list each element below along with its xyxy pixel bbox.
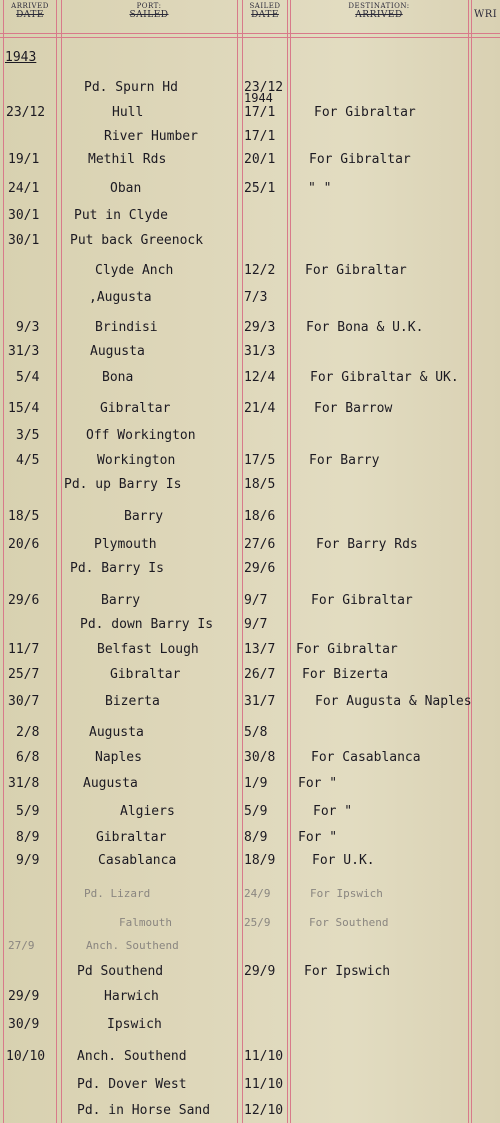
destination: For Southend bbox=[309, 916, 389, 929]
destination: For " bbox=[298, 830, 338, 845]
rule-arrived bbox=[56, 0, 57, 1123]
port-name: Bona bbox=[102, 370, 134, 385]
sailed-date: 21/4 bbox=[244, 401, 276, 416]
arrived-date: 24/1 bbox=[8, 181, 40, 196]
port-name: Falmouth bbox=[119, 916, 172, 929]
header-arrived-sub: DATE bbox=[16, 10, 44, 20]
rule-left bbox=[3, 0, 4, 1123]
destination: For U.K. bbox=[312, 853, 375, 868]
arrived-date: 30/9 bbox=[8, 1017, 40, 1032]
port-name: Augusta bbox=[83, 776, 138, 791]
year-heading: 1943 bbox=[5, 50, 37, 65]
arrived-date: 2/8 bbox=[16, 725, 40, 740]
destination: For Barry bbox=[309, 453, 380, 468]
rule-header-bottom-2 bbox=[0, 37, 500, 38]
sailed-date: 5/8 bbox=[244, 725, 268, 740]
header-destination-sub: ARRIVED bbox=[355, 10, 403, 20]
rule-destination bbox=[468, 0, 469, 1123]
port-name: Pd. in Horse Sand bbox=[77, 1103, 211, 1118]
port-name: Belfast Lough bbox=[97, 642, 199, 657]
header-arrived bbox=[5, 2, 55, 20]
arrived-date: 29/6 bbox=[8, 593, 40, 608]
rule-destination-2 bbox=[471, 0, 472, 1123]
rule-sailed bbox=[287, 0, 288, 1123]
arrived-date: 30/7 bbox=[8, 694, 40, 709]
sailed-date: 31/3 bbox=[244, 344, 276, 359]
destination: For Barrow bbox=[314, 401, 393, 416]
header-sailed-sub: DATE bbox=[251, 10, 279, 20]
header-port-top: PORT: bbox=[136, 2, 162, 10]
port-name: Off Workington bbox=[86, 428, 196, 443]
sailed-date: 9/7 bbox=[244, 593, 268, 608]
arrived-date: 4/5 bbox=[16, 453, 40, 468]
destination: For Gibraltar bbox=[309, 152, 411, 167]
arrived-date: 25/7 bbox=[8, 667, 40, 682]
arrived-date: 6/8 bbox=[16, 750, 40, 765]
destination: For Gibraltar bbox=[296, 642, 398, 657]
port-name: ,Augusta bbox=[89, 290, 152, 305]
rule-arrived-2 bbox=[61, 0, 62, 1123]
sailed-date: 24/9 bbox=[244, 887, 271, 900]
arrived-date: 9/9 bbox=[16, 853, 40, 868]
header-extra: WRI bbox=[474, 9, 498, 20]
header-destination-top: DESTINATION: bbox=[348, 2, 410, 10]
sailed-date: 17/1 bbox=[244, 105, 276, 120]
arrived-date: 15/4 bbox=[8, 401, 40, 416]
port-name: Casablanca bbox=[98, 853, 177, 868]
port-name: Gibraltar bbox=[100, 401, 171, 416]
port-name: Bizerta bbox=[105, 694, 160, 709]
sailed-date: 26/7 bbox=[244, 667, 276, 682]
port-name: Algiers bbox=[120, 804, 175, 819]
port-name: Hull bbox=[112, 105, 144, 120]
sailed-date: 31/7 bbox=[244, 694, 276, 709]
port-name: Barry bbox=[124, 509, 164, 524]
port-name: Plymouth bbox=[94, 537, 157, 552]
arrived-date: 5/4 bbox=[16, 370, 40, 385]
port-name: Naples bbox=[95, 750, 142, 765]
port-name: Methil Rds bbox=[88, 152, 167, 167]
sailed-date: 18/6 bbox=[244, 509, 276, 524]
port-name: Pd. down Barry Is bbox=[80, 617, 214, 632]
arrived-date: 11/7 bbox=[8, 642, 40, 657]
port-name: Pd. Lizard bbox=[84, 887, 151, 900]
destination: " " bbox=[308, 181, 332, 196]
destination: For Gibraltar bbox=[305, 263, 407, 278]
sailed-date: 17/1 bbox=[244, 129, 276, 144]
sailed-date: 8/9 bbox=[244, 830, 268, 845]
sailed-date: 20/1 bbox=[244, 152, 276, 167]
port-name: Clyde Anch bbox=[95, 263, 174, 278]
arrived-date: 8/9 bbox=[16, 830, 40, 845]
port-name: Oban bbox=[110, 181, 142, 196]
arrived-date: 29/9 bbox=[8, 989, 40, 1004]
arrived-date: 31/3 bbox=[8, 344, 40, 359]
port-name: Pd. up Barry Is bbox=[64, 477, 182, 492]
destination: For " bbox=[298, 776, 338, 791]
sailed-date: 27/6 bbox=[244, 537, 276, 552]
arrived-date: 5/9 bbox=[16, 804, 40, 819]
sailed-date: 1/9 bbox=[244, 776, 268, 791]
sailed-date: 11/10 bbox=[244, 1049, 284, 1064]
port-name: Anch. Southend bbox=[86, 939, 179, 952]
header-arrived-top: ARRIVED bbox=[11, 2, 49, 10]
sailed-date: 13/7 bbox=[244, 642, 276, 657]
rule-header-bottom bbox=[0, 33, 500, 34]
port-name: Pd. Spurn Hd bbox=[84, 80, 178, 95]
rule-sailed-2 bbox=[290, 0, 291, 1123]
port-name: Workington bbox=[97, 453, 176, 468]
sailed-date: 9/7 bbox=[244, 617, 268, 632]
port-name: River Humber bbox=[104, 129, 198, 144]
sailed-date: 12/2 bbox=[244, 263, 276, 278]
header-port-sub: SAILED bbox=[129, 10, 169, 20]
port-name: Anch. Southend bbox=[77, 1049, 187, 1064]
arrived-date: 31/8 bbox=[8, 776, 40, 791]
destination: For Augusta & Naples bbox=[315, 694, 472, 709]
port-name: Pd. Dover West bbox=[77, 1077, 187, 1092]
sailed-date: 12/10 bbox=[244, 1103, 284, 1118]
sailed-date: 29/9 bbox=[244, 964, 276, 979]
destination: For Barry Rds bbox=[316, 537, 418, 552]
destination: For Ipswich bbox=[310, 887, 383, 900]
header-port bbox=[62, 2, 236, 20]
arrived-date: 30/1 bbox=[8, 233, 40, 248]
sailed-date: 25/9 bbox=[244, 916, 271, 929]
port-name: Gibraltar bbox=[110, 667, 181, 682]
sailed-date: 1944 bbox=[244, 91, 273, 105]
arrived-date: 3/5 bbox=[16, 428, 40, 443]
sailed-date: 29/6 bbox=[244, 561, 276, 576]
destination: For Gibraltar bbox=[314, 105, 416, 120]
rule-port bbox=[237, 0, 238, 1123]
destination: For Casablanca bbox=[311, 750, 421, 765]
destination: For Ipswich bbox=[304, 964, 391, 979]
port-name: Pd. Barry Is bbox=[70, 561, 164, 576]
sailed-date: 25/1 bbox=[244, 181, 276, 196]
arrived-date: 18/5 bbox=[8, 509, 40, 524]
destination: For Bizerta bbox=[302, 667, 389, 682]
sailed-date: 11/10 bbox=[244, 1077, 284, 1092]
port-name: Pd Southend bbox=[77, 964, 164, 979]
sailed-date: 12/4 bbox=[244, 370, 276, 385]
sailed-date: 18/9 bbox=[244, 853, 276, 868]
port-name: Gibraltar bbox=[96, 830, 167, 845]
sailed-date: 30/8 bbox=[244, 750, 276, 765]
port-name: Ipswich bbox=[107, 1017, 162, 1032]
header-sailed bbox=[243, 2, 287, 20]
destination: For " bbox=[313, 804, 353, 819]
sailed-date: 7/3 bbox=[244, 290, 268, 305]
arrived-date: 27/9 bbox=[8, 939, 35, 952]
sailed-date: 18/5 bbox=[244, 477, 276, 492]
port-name: Harwich bbox=[104, 989, 159, 1004]
arrived-date: 23/12 bbox=[6, 105, 46, 120]
port-name: Barry bbox=[101, 593, 141, 608]
arrived-date: 9/3 bbox=[16, 320, 40, 335]
port-name: Put back Greenock bbox=[70, 233, 204, 248]
header-destination bbox=[291, 2, 467, 20]
destination: For Gibraltar & UK. bbox=[310, 370, 459, 385]
port-name: Put in Clyde bbox=[74, 208, 168, 223]
arrived-date: 19/1 bbox=[8, 152, 40, 167]
sailed-date: 17/5 bbox=[244, 453, 276, 468]
sailed-date: 29/3 bbox=[244, 320, 276, 335]
port-name: Augusta bbox=[89, 725, 144, 740]
destination: For Gibraltar bbox=[311, 593, 413, 608]
destination: For Bona & U.K. bbox=[306, 320, 424, 335]
arrived-date: 20/6 bbox=[8, 537, 40, 552]
rule-port-2 bbox=[242, 0, 243, 1123]
sailed-date: 23/12 bbox=[244, 80, 284, 95]
sailed-date: 5/9 bbox=[244, 804, 268, 819]
arrived-date: 30/1 bbox=[8, 208, 40, 223]
header-sailed-top: SAILED bbox=[249, 2, 281, 10]
port-name: Augusta bbox=[90, 344, 145, 359]
arrived-date: 10/10 bbox=[6, 1049, 46, 1064]
port-name: Brindisi bbox=[95, 320, 158, 335]
